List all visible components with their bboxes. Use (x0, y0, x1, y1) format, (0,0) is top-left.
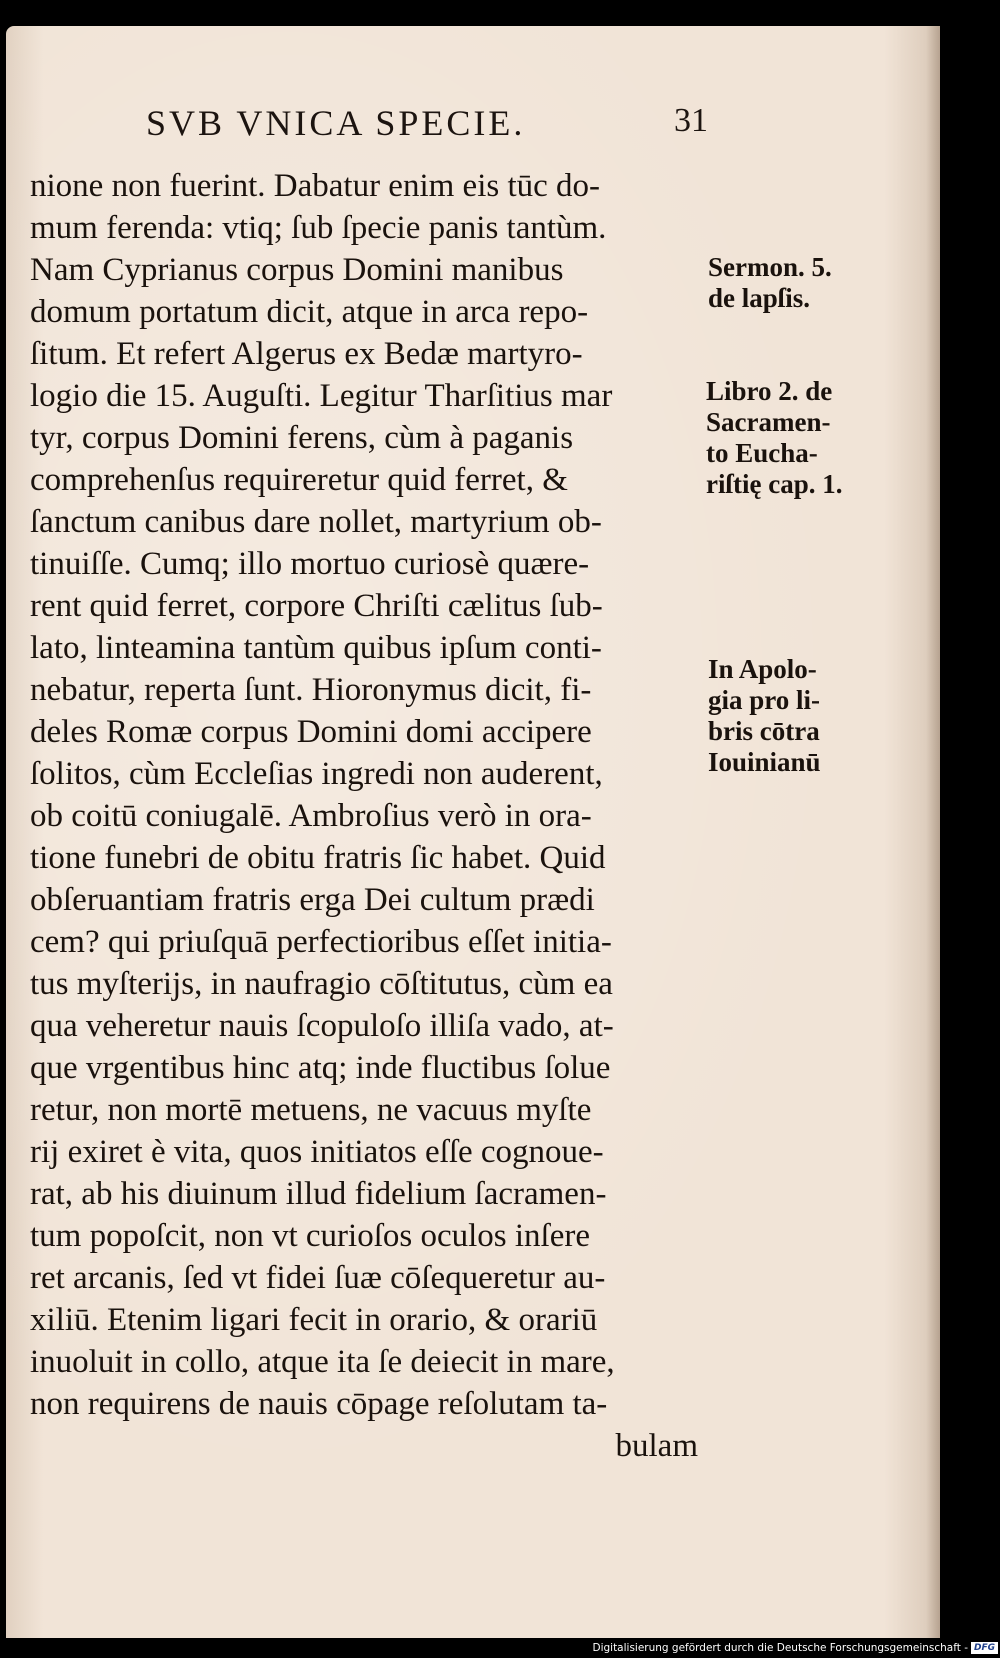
margin-note-line: Sermon. 5. (708, 252, 832, 282)
funding-credit: Digitalisierung gefördert durch die Deutsche Forschungsgemeinschaft - (592, 1642, 968, 1654)
margin-note-line: bris cōtra (708, 716, 820, 746)
book-page (6, 26, 940, 1638)
text-line: cem? qui priuſquā perfectioribus eſſet initia- (30, 924, 612, 960)
text-line: ſolitos, cùm Eccleſias ingredi non auderent, (30, 756, 603, 792)
text-line: nione non fuerint. Dabatur enim eis tūc do- (30, 168, 601, 204)
page-header (6, 102, 940, 162)
margin-note-libro (706, 376, 842, 500)
text-line: nebatur, reperta ſunt. Hioronymus dicit, fi- (30, 672, 592, 708)
text-line: logio die 15. Auguſti. Legitur Tharſitius mar (30, 378, 613, 414)
text-line: obſeruantiam fratris erga Dei cultum prædi (30, 882, 595, 918)
text-line: ret arcanis, ſed vt fidei ſuæ cōſequeretur au- (30, 1260, 606, 1296)
margin-note-apologia (708, 654, 821, 778)
text-line: Nam Cyprianus corpus Domini manibus (30, 252, 564, 288)
text-line: mum ferenda: vtiq; ſub ſpecie panis tantùm. (30, 210, 607, 246)
margin-note-line: Sacramen- (706, 407, 831, 437)
margin-note-line: Iouinianū (708, 747, 821, 777)
text-line: inuoluit in collo, atque ita ſe deiecit in mare, (30, 1344, 615, 1380)
folio-number: 31 (674, 102, 708, 139)
text-line: que vrgentibus hinc atq; inde fluctibus ſolue (30, 1050, 611, 1086)
text-line: rat, ab his diuinum illud fidelium ſacramen- (30, 1176, 607, 1212)
text-line: rent quid ferret, corpore Chriſti cælitus ſub- (30, 588, 603, 624)
text-line: ſitum. Et refert Algerus ex Bedæ martyro- (30, 336, 583, 372)
margin-note-line: riſtię cap. 1. (706, 469, 843, 499)
margin-note-line: In Apolo- (708, 654, 817, 684)
margin-note-line: to Eucha- (706, 438, 818, 468)
text-line: qua veheretur nauis ſcopuloſo illiſa vado, at- (30, 1008, 614, 1044)
dfg-logo: DFG (971, 1642, 998, 1654)
text-line: tum popoſcit, non vt curioſos oculos inſere (30, 1218, 591, 1254)
margin-note-line: Libro 2. de (706, 376, 833, 406)
text-line: tyr, corpus Domini ferens, cùm à paganis (30, 420, 574, 456)
running-title: SVB VNICA SPECIE. (146, 103, 526, 143)
text-line: non requirens de nauis cōpage reſolutam ta- (30, 1386, 608, 1422)
text-line: retur, non mortē metuens, ne vacuus myſte (30, 1092, 592, 1128)
text-line: tus myſterijs, in naufragio cōſtitutus, cùm ea (30, 966, 613, 1002)
body-text (30, 165, 710, 1467)
text-line: comprehenſus requireretur quid ferret, & (30, 462, 568, 498)
text-line: deles Romæ corpus Domini domi accipere (30, 714, 592, 750)
text-line: rij exiret è vita, quos initiatos eſſe cognoue- (30, 1134, 604, 1170)
text-line: domum portatum dicit, atque in arca repo- (30, 294, 589, 330)
text-line: lato, linteamina tantùm quibus ipſum conti- (30, 630, 602, 666)
text-line: ob coitū coniugalē. Ambroſius verò in ora- (30, 798, 592, 834)
text-line: xiliū. Etenim ligari fecit in orario, & orariū (30, 1302, 598, 1338)
page-edge-shadow (926, 26, 940, 1638)
margin-note-line: de lapſis. (708, 283, 811, 313)
margin-note-line: gia pro li- (708, 685, 821, 715)
margin-note-sermon (708, 252, 832, 314)
text-line: ſanctum canibus dare nollet, martyrium ob- (30, 504, 602, 540)
text-line: tione funebri de obitu fratris ſic habet. Quid (30, 840, 606, 876)
text-line: tinuiſſe. Cumq; illo mortuo curiosè quære- (30, 546, 590, 582)
catchword: bulam (615, 1428, 698, 1464)
